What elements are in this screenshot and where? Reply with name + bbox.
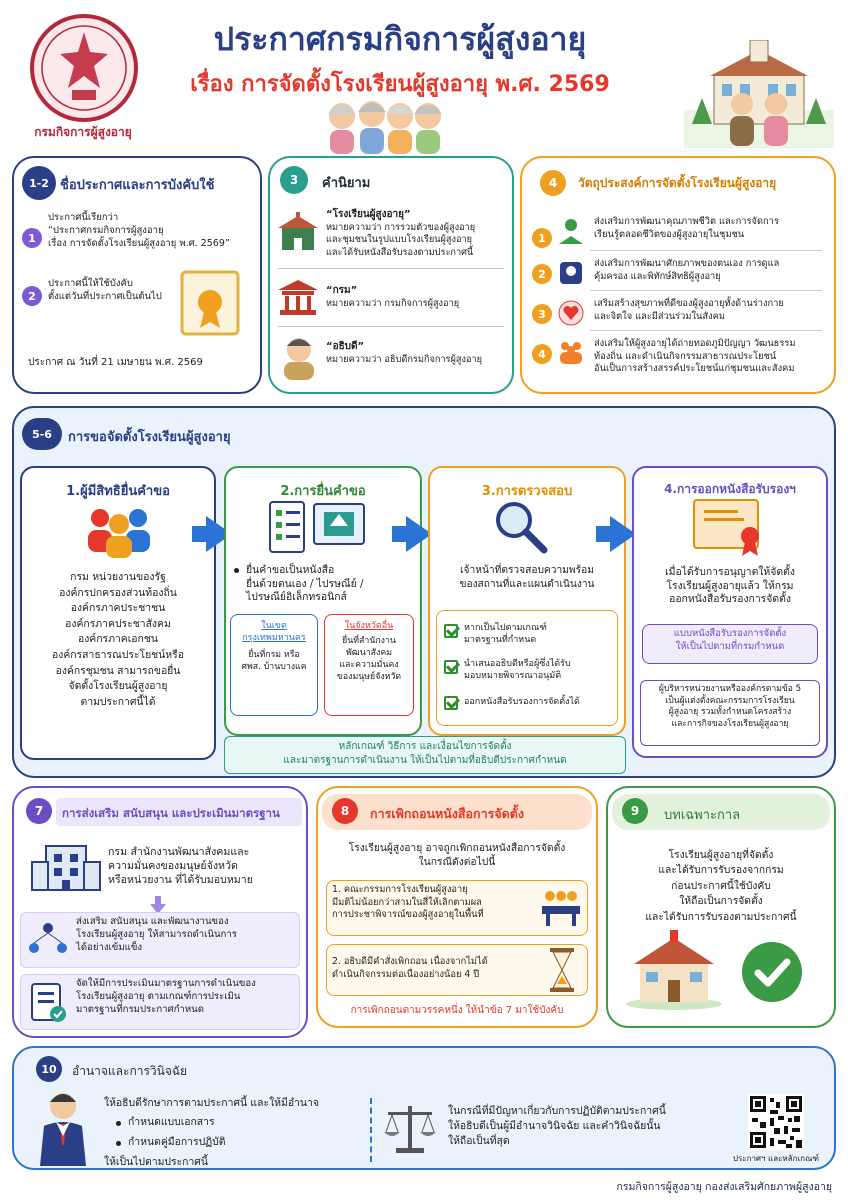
objective-2-text: ส่งเสริมการพัฒนาศักยภาพของตนเอง การดูแล คุ้มครอง และพิทักษ์สิทธิผู้สูงอายุ: [594, 258, 780, 282]
step-3-text: เจ้าหน้าที่ตรวจสอบความพร้อม ของสถานที่และแผนดำเนินงาน: [459, 565, 595, 590]
section-9-badge: 9: [622, 798, 648, 824]
section-1-2-badge: 1-2: [22, 166, 56, 200]
revocation-case-1: 1. คณะกรรมการโรงเรียนผู้สูงอายุ มีมติไม่น้อยกว่าสามในสี่ให้เลิกตามผล การประชาพิจารณ์ของผู้สูงอายุในพื้นที่: [332, 884, 484, 921]
section-10-left-end: ให้เป็นไปตามประกาศนี้: [104, 1156, 209, 1168]
section-7-badge: 7: [26, 798, 52, 824]
def1-term: “โรงเรียนผู้สูงอายุ”: [326, 209, 411, 220]
school-icon: [276, 212, 320, 252]
objective-4-number: 4: [532, 344, 552, 364]
divider: [278, 268, 504, 269]
step-4-text: เมื่อได้รับการอนุญาตให้จัดตั้ง โรงเรียนผู้สูงอายุแล้ว ให้กรม ออกหนังสือรับรองการจัดตั้ง: [665, 566, 795, 606]
divider: [590, 330, 822, 331]
objective-1-text: ส่งเสริมการพัฒนาคุณภาพชีวิต และการจัดการ เรียนรู้ตลอดชีวิตของผู้สูงอายุในชุมชน: [594, 216, 779, 240]
vertical-divider: [370, 1098, 372, 1162]
section-7-title: การส่งเสริม สนับสนุน และประเมินมาตรฐาน: [62, 806, 280, 820]
check-3-text: ออกหนังสือรับรองการจัดตั้งได้: [464, 697, 580, 707]
section-5-6-title: การขอจัดตั้งโรงเรียนผู้สูงอายุ: [68, 430, 231, 445]
section-8-badge: 8: [332, 798, 358, 824]
check-2-text: นำเสนออธิบดีหรือผู้ซึ่งได้รับ มอบหมายพิจารณาอนุมัติ: [464, 659, 571, 682]
section-9-text: โรงเรียนผู้สูงอายุที่จัดตั้ง และได้รับการรับรองจากกรม ก่อนประกาศนี้ใช้บังคับ ให้ถือเป็นการจัดตั้ง และได้รับการรับรองตามประกาศนี้: [645, 849, 797, 923]
section-8-footer: การเพิกถอนตามวรรคหนึ่ง ให้นำข้อ 7 มาใช้บังคับ: [350, 1005, 564, 1016]
step-4-note: ผู้บริหารหน่วยงานหรือองค์กรตามข้อ 5 เป็นผู้แต่งตั้งคณะกรรมการโรงเรียน ผู้สูงอายุ รวมทั้งกำหนดโครงสร้าง และการกิจของโรงเรียนผู้สูงอายุ: [658, 684, 802, 729]
bangkok-box-title: ในเขต กรุงเทพมหานคร: [242, 621, 306, 644]
section-1-2-title: ชื่อประกาศและการบังคับใช้: [60, 178, 215, 193]
scales-of-justice-icon: [382, 1100, 438, 1156]
def3-text: หมายความว่า อธิบดีกรมกิจการผู้สูงอายุ: [326, 354, 483, 365]
objective-3-number: 3: [532, 304, 552, 324]
province-box-title: ในจังหวัดอื่น: [344, 621, 394, 631]
def2-term: “กรม”: [326, 285, 358, 296]
section-7-intro: กรม สำนักงานพัฒนาสังคมและ ความมั่นคงของมนุษย์จังหวัด หรือหน่วยงาน ที่ได้รับมอบหมาย: [108, 846, 253, 886]
def1-text: หมายความว่า การรวมตัวของผู้สูงอายุ และชุมชนในรูปแบบโรงเรียนผู้สูงอายุ และได้รับหนังสือรับรองตามประกาศนี้: [326, 222, 476, 258]
checkmark-circle-icon: [740, 940, 804, 1004]
bullet-dot: [116, 1141, 121, 1146]
checkbox-icon: [444, 624, 458, 638]
divider: [590, 250, 822, 251]
section-4-title: วัตถุประสงค์การจัดตั้งโรงเรียนผู้สูงอายุ: [578, 176, 777, 190]
document-upload-icon: [268, 498, 368, 558]
bangkok-box-text: ยื่นที่กรม หรือ ศพส. บ้านบางแค: [241, 650, 307, 672]
hourglass-icon: [548, 948, 576, 992]
learning-icon: [556, 216, 586, 246]
page-title: ประกาศกรมกิจการผู้สูงอายุ: [213, 20, 587, 58]
criteria-text: หลักเกณฑ์ วิธีการ และเงื่อนไขการจัดตั้ง และมาตรฐานการดำเนินงาน ให้เป็นไปตามที่อธิบดีประกาศกำหนด: [283, 741, 567, 766]
qr-code[interactable]: [748, 1094, 804, 1150]
certificate-icon: [176, 268, 246, 338]
government-building-icon: [276, 278, 320, 316]
step-3-title: 3.การตรวจสอบ: [481, 484, 573, 499]
department-seal: [28, 12, 140, 124]
section-8-intro: โรงเรียนผู้สูงอายุ อาจถูกเพิกถอนหนังสือการจัดตั้ง ในกรณีดังต่อไปนี้: [348, 842, 566, 868]
revocation-case-2: 2. อธิบดีมีคำสั่งเพิกถอน เนื่องจากไม่ได้ ดำเนินกิจกรรมต่อเนื่องอย่างน้อย 4 ปี: [332, 956, 488, 980]
bullet-dot: [116, 1121, 121, 1126]
section-7-item1: ส่งเสริม สนับสนุน และพัฒนางานของ โรงเรียนผู้สูงอายุ ให้สามารถดำเนินการ ได้อย่างเข้มแข็ง: [76, 916, 237, 953]
section-10-badge: 10: [36, 1056, 62, 1082]
sec12-item1-text: ประกาศนี้เรียกว่า “ประกาศกรมกิจการผู้สูงอายุ เรื่อง การจัดตั้งโรงเรียนผู้สูงอายุ พ.ศ. 2569”: [48, 212, 230, 249]
objective-3-text: เสริมสร้างสุขภาพที่ดีของผู้สูงอายุทั้งด้านร่างกาย และจิตใจ และมีส่วนร่วมในสังคม: [594, 298, 784, 322]
step-2-title: 2.การยื่นคำขอ: [280, 484, 366, 499]
objective-2-number: 2: [532, 264, 552, 284]
magnifier-icon: [490, 496, 550, 556]
step-2-text: ยื่นคำขอเป็นหนังสือ ยื่นด้วยตนเอง / ไปรษณีย์ / ไปรษณีย์อิเล็กทรอนิกส์: [246, 564, 364, 604]
objective-1-number: 1: [532, 228, 552, 248]
community-icon: [556, 336, 586, 366]
elderly-group-illustration: [322, 96, 446, 154]
def2-text: หมายความว่า กรมกิจการผู้สูงอายุ: [326, 298, 460, 309]
page-subtitle: เรื่อง การจัดตั้งโรงเรียนผู้สูงอายุ พ.ศ. 2569: [190, 72, 610, 97]
divider: [278, 326, 504, 327]
step-4-title: 4.การออกหนังสือรับรองฯ: [664, 482, 796, 496]
step-1-text: กรม หน่วยงานของรัฐ องค์กรปกครองส่วนท้องถิ่น องค์กรภาคประชาชน องค์กรภาคประชาสังคม องค์กรภาคเอกชน องค์กรสาธารณประโยชน์หรือ องค์กรชุมชน สามารถขอยื่น จัดตั้งโรงเรียนผู้สูงอายุ ตามประกาศนี้ได้: [52, 571, 184, 708]
office-building-icon: [30, 842, 102, 892]
def3-term: “อธิบดี”: [326, 341, 365, 352]
official-person-icon: [36, 1090, 90, 1166]
page-footer: กรมกิจการผู้สูงอายุ กองส่งเสริมศักยภาพผู้สูงอายุ: [616, 1181, 832, 1193]
section-10-left-intro: ให้อธิบดีรักษาการตามประกาศนี้ และให้มีอำนาจ: [104, 1097, 319, 1109]
sec12-item1-number: 1: [22, 228, 42, 248]
sec12-item2-number: 2: [22, 286, 42, 306]
meeting-icon: [540, 888, 582, 928]
objective-4-text: ส่งเสริมให้ผู้สูงอายุได้ถ่ายทอดภูมิปัญญา วัฒนธรรม ท้องถิ่น และดำเนินกิจกรรมสาธารณประโยชน์ อันเป็นการสร้างสรรค์ประโยชน์แก่ชุมชนและสังคม: [594, 338, 796, 375]
section-8-title: การเพิกถอนหนังสือการจัดตั้ง: [370, 806, 524, 821]
sec12-item2-text: ประกาศนี้ให้ใช้บังคับ ตั้งแต่วันที่ประกาศเป็นต้นไป: [48, 278, 162, 302]
director-general-icon: [278, 334, 320, 380]
support-network-icon: [26, 920, 70, 960]
section-10-right-text: ในกรณีที่มีปัญหาเกี่ยวกับการปฏิบัติตามประกาศนี้ ให้อธิบดีเป็นผู้มีอำนาจวินิจฉัย และคำวินิจฉัยนั้น ให้ถือเป็นที่สุด: [448, 1105, 666, 1148]
health-icon: [556, 298, 586, 328]
section-10-bullet-1: กำหนดแบบเอกสาร: [128, 1116, 215, 1128]
protection-icon: [556, 258, 586, 288]
section-10-title: อำนาจและการวินิจฉัย: [72, 1064, 188, 1078]
certificate-ribbon-icon: [690, 496, 770, 558]
school-house-icon: [624, 930, 724, 1010]
qr-caption: ประกาศฯ และหลักเกณฑ์: [732, 1154, 820, 1163]
check-1-text: หากเป็นไปตามเกณฑ์ มาตรฐานที่กำหนด: [464, 623, 547, 646]
step-4-template-text: แบบหนังสือรับรองการจัดตั้ง ให้เป็นไปตามที่กรมกำหนด: [673, 628, 787, 652]
section-7-item2: จัดให้มีการประเมินมาตรฐานการดำเนินของ โรงเรียนผู้สูงอายุ ตามเกณฑ์การประเมิน มาตรฐานที่กรมประกาศกำหนด: [76, 978, 256, 1015]
province-box-text: ยื่นที่สำนักงาน พัฒนาสังคม และความมั่นคง ของมนุษย์จังหวัด: [336, 636, 402, 682]
section-10-bullet-2: กำหนดคู่มือการปฏิบัติ: [128, 1136, 226, 1148]
section-3-title: คำนิยาม: [322, 176, 371, 191]
section-4-badge: 4: [540, 170, 566, 196]
section-3-badge: 3: [280, 166, 308, 194]
section-5-6-badge: 5-6: [22, 418, 62, 450]
checkbox-icon: [444, 696, 458, 710]
checkbox-icon: [444, 660, 458, 674]
sec12-date-text: ประกาศ ณ วันที่ 21 เมษายน พ.ศ. 2569: [28, 357, 203, 368]
step-1-title: 1.ผู้มีสิทธิยื่นคำขอ: [66, 484, 170, 499]
school-building-illustration: [684, 40, 834, 148]
divider: [590, 290, 822, 291]
evaluation-clipboard-icon: [28, 980, 68, 1024]
section-9-title: บทเฉพาะกาล: [664, 808, 741, 823]
people-group-icon: [84, 502, 154, 558]
org-label: กรมกิจการผู้สูงอายุ: [34, 125, 132, 139]
bullet-dot: [234, 568, 239, 573]
